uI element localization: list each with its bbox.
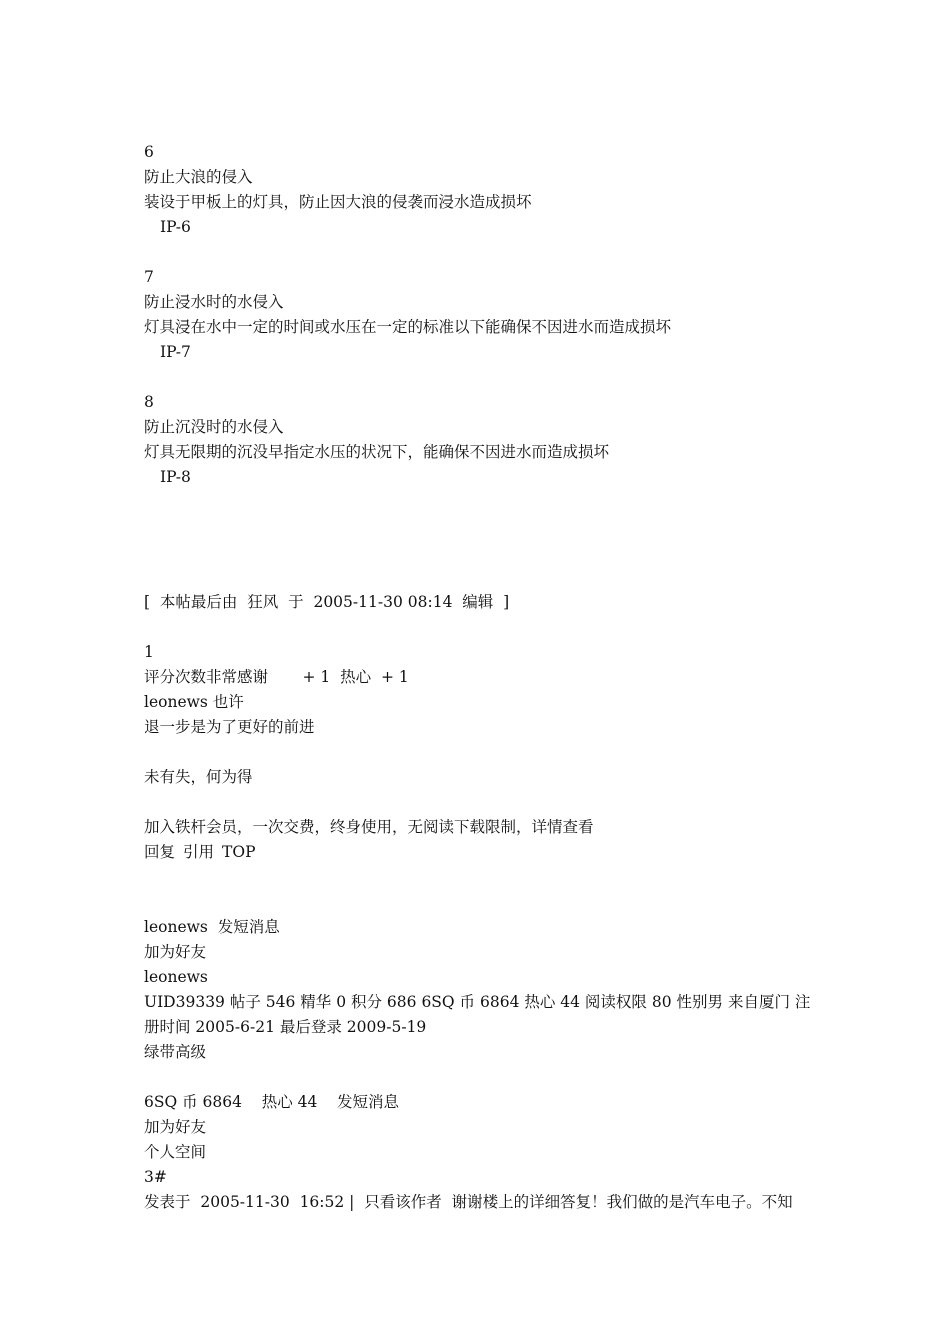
spacer <box>144 790 816 815</box>
ip-level-block <box>144 140 816 240</box>
spacer <box>144 365 816 390</box>
ip-level-description: 装设于甲板上的灯具，防止因大浪的侵袭而浸水造成损坏 <box>144 193 532 211</box>
ip-level-number: 6 <box>144 143 154 161</box>
author-name-message-link[interactable]: leonews 发短消息 <box>144 918 280 936</box>
personal-space-link[interactable]: 个人空间 <box>144 1143 207 1161</box>
ip-level-title: 防止大浪的侵入 <box>144 168 253 186</box>
add-friend-link[interactable]: 加为好友 <box>144 943 207 961</box>
ip-level-code: IP-8 <box>160 468 191 486</box>
ip-level-title: 防止浸水时的水侵入 <box>144 293 284 311</box>
spacer <box>144 865 816 890</box>
signature-line: 未有失，何为得 <box>144 768 253 786</box>
spacer <box>144 565 816 590</box>
ip-level-number: 8 <box>144 393 154 411</box>
spacer <box>144 490 816 565</box>
ip-level-number: 7 <box>144 268 154 286</box>
reply-link[interactable]: 回复 <box>144 843 176 861</box>
rating-line: 评分次数非常感谢 + 1 热心 + 1 <box>144 668 409 686</box>
spacer <box>144 240 816 265</box>
author-coins-message[interactable]: 6SQ 币 6864 热心 44 发短消息 <box>144 1093 400 1111</box>
post-floor-number: 3# <box>144 1168 167 1186</box>
ip-level-description: 灯具浸在水中一定的时间或水压在一定的标准以下能确保不因进水而造成损坏 <box>144 318 672 336</box>
top-link[interactable]: TOP <box>222 843 256 861</box>
author-stats: UID39339 帖子 546 精华 0 积分 686 6SQ 币 6864 热心 44 阅读权限 80 性别男 来自厦门 注册时间 2005-6-21 最后登录 2009-5-19 <box>144 993 811 1036</box>
ip-level-block <box>144 265 816 365</box>
edit-note: [ 本帖最后由 狂风 于 2005-11-30 08:14 编辑 ] <box>144 593 510 611</box>
ip-level-code: IP-7 <box>160 343 191 361</box>
spacer <box>144 890 816 915</box>
add-friend-link[interactable]: 加为好友 <box>144 1118 207 1136</box>
ip-level-block <box>144 390 816 490</box>
ip-level-description: 灯具无限期的沉没早指定水压的状况下，能确保不因进水而造成损坏 <box>144 443 610 461</box>
post-actions <box>144 840 816 865</box>
author-username[interactable]: leonews <box>144 968 208 986</box>
post-header: 发表于 2005-11-30 16:52 | 只看该作者 谢谢楼上的详细答复！我们做的是汽车电子。不知 <box>144 1193 793 1211</box>
signature-line: 退一步是为了更好的前进 <box>144 718 315 736</box>
spacer <box>144 615 816 640</box>
spacer <box>144 1065 816 1090</box>
author-rank: 绿带高级 <box>144 1043 207 1061</box>
ip-level-title: 防止沉没时的水侵入 <box>144 418 284 436</box>
signature-line: leonews 也许 <box>144 693 244 711</box>
rating-count: 1 <box>144 643 154 661</box>
vip-promo-link[interactable]: 加入铁杆会员，一次交费，终身使用，无阅读下载限制，详情查看 <box>144 818 594 836</box>
quote-link[interactable]: 引用 <box>183 843 215 861</box>
forum-page <box>144 140 816 1215</box>
ip-level-code: IP-6 <box>160 218 191 236</box>
spacer <box>144 740 816 765</box>
